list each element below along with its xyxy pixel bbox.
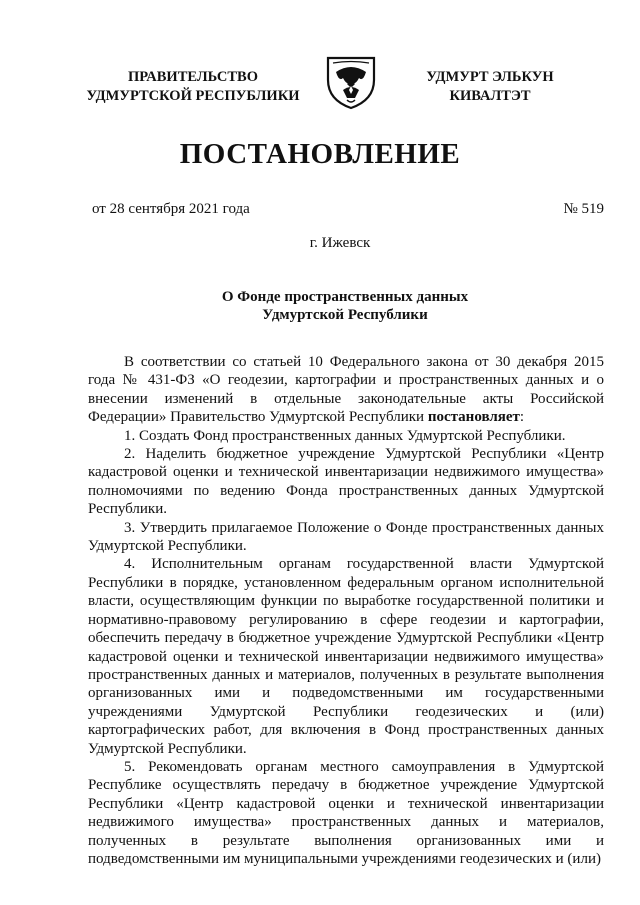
header-left-line1: ПРАВИТЕЛЬСТВО [128,69,258,85]
preamble-text: В соответствии со статьей 10 Федерального закона от 30 декабря 2015 года № 431-ФЗ «О геодезии, картографии и пространственных данных и о внесении изменений в отдельные законодательные акты Российской Федерации» Правительство Удмуртской Республики [88,354,604,426]
header-right-line1: УДМУРТ ЭЛЬКУН [426,69,554,85]
document-subject [0,288,640,324]
preamble-paragraph [88,353,604,427]
document-title: ПОСТАНОВЛЕНИЕ [179,138,461,170]
item-paragraph: 3. Утвердить прилагаемое Положение о Фонде пространственных данных Удмуртской Республики. [88,519,604,555]
header-right-line2: КИВАЛТЭТ [449,88,531,104]
preamble-end: : [519,409,525,426]
document-date: от 28 сентября 2021 года [92,201,250,217]
item-paragraph: 1. Создать Фонд пространственных данных Удмуртской Республики. [124,427,566,444]
udmurt-coat-of-arms-icon [325,54,377,110]
item-paragraph: 4. Исполнительным органам государственной власти Удмуртской Республики в порядке, установленном федеральным органом исполнительной власти, осуществляющим функции по выработке государственной политики и нормативно-правовому регулированию в сфере геодезии и картографии, обеспечить передачу в бюджетное учреждение Удмуртской Республики «Центр кадастровой оценки и технической инвентаризации недвижимого имущества» пространственных данных и материалов, полученных в результате выполнения организованных ими и подведомственными им государственными учреждениями Удмуртской Республики геодезических и (или) картографических работ, для включения в Фонд пространственных данных Удмуртской Республики. [88,556,604,757]
preamble-bold: постановляет [427,409,520,426]
document-body [88,353,604,868]
subject-line1: О Фонде пространственных данных [221,289,469,305]
item-paragraph: 5. Рекомендовать органам местного самоуправления в Удмуртской Республике осуществлять передачу в бюджетное учреждение Удмуртской Республики «Центр кадастровой оценки и технической инвентаризации недвижимого имущества» пространственных данных и материалов, полученных в результате выполнения организованных ими и подведомственными им муниципальными учреждениями геодезических и (или) [88,758,604,867]
subject-line2: Удмуртской Республики [262,307,428,323]
document-number: № 519 [563,201,604,217]
government-name-russian [68,68,318,106]
item-paragraph: 2. Наделить бюджетное учреждение Удмуртской Республики «Центр кадастровой оценки и технической инвентаризации недвижимого имущества» полномочиями по ведению Фонда пространственных данных Удмуртской Республики. [88,446,604,518]
document-city: г. Ижевск [309,235,371,251]
header-left-line2: УДМУРТСКОЙ РЕСПУБЛИКИ [86,88,300,104]
government-name-udmurt [400,68,580,106]
